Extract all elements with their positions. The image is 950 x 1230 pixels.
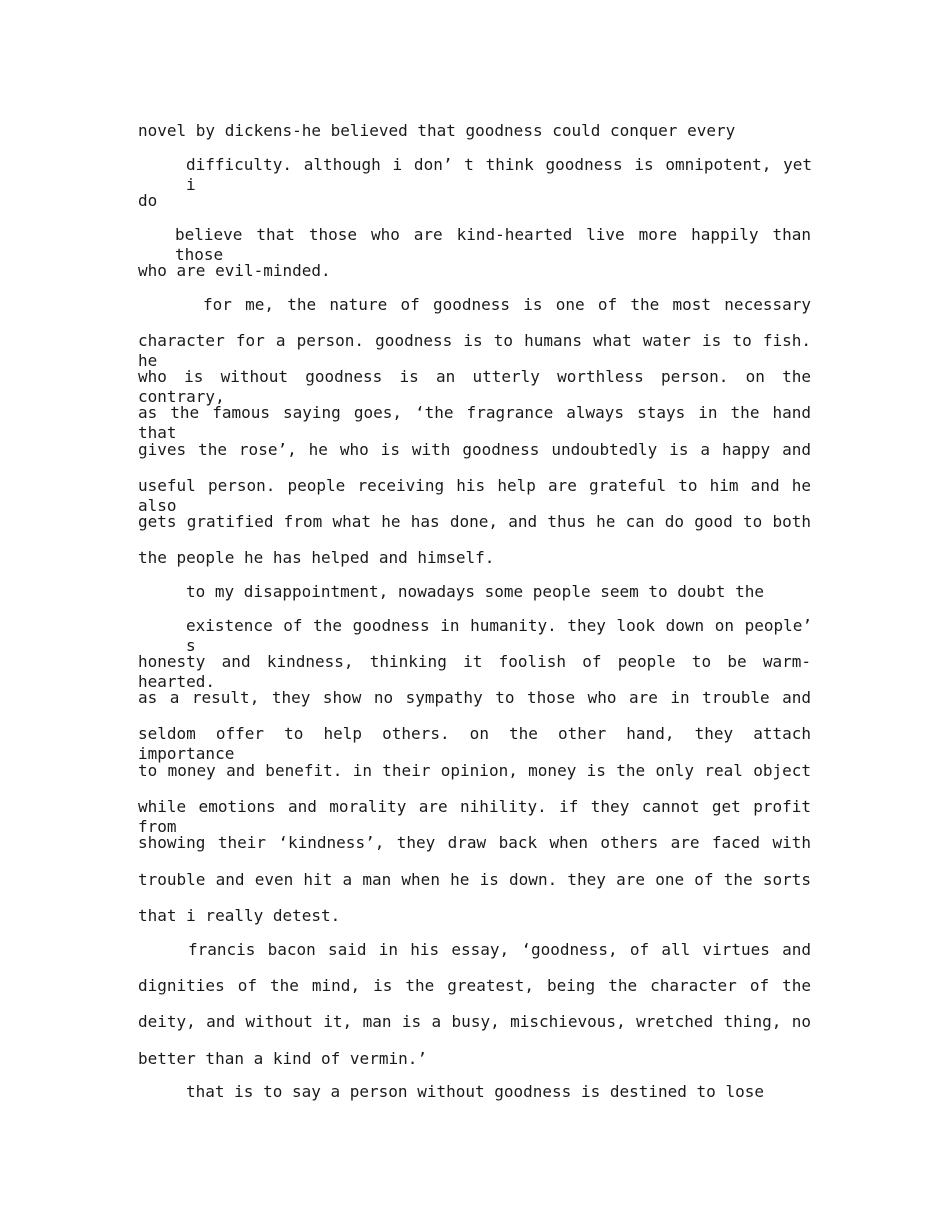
text-line: novel by dickens-he believed that goodness could conquer every [138, 121, 736, 140]
text-line: gets gratified from what he has done, and thus he can do good to both [138, 512, 811, 531]
text-line: francis bacon said in his essay, ‘goodness, of all virtues and [188, 940, 811, 959]
text-line: showing their ‘kindness’, they draw back when others are faced with [138, 833, 811, 852]
text-line: to my disappointment, nowadays some people seem to doubt the [186, 582, 764, 601]
text-line: difficulty. although i don’ t think goodness is omnipotent, yet i [186, 155, 812, 194]
text-line: for me, the nature of goodness is one of the most necessary [203, 295, 811, 314]
text-line: who are evil-minded. [138, 261, 331, 280]
text-line: as the famous saying goes, ‘the fragrance always stays in the hand that [138, 403, 811, 442]
text-line: believe that those who are kind-hearted live more happily than those [175, 225, 811, 264]
text-line: do [138, 191, 158, 210]
text-line: the people he has helped and himself. [138, 548, 495, 567]
text-line: dignities of the mind, is the greatest, being the character of the [138, 976, 811, 995]
text-line: useful person. people receiving his help are grateful to him and he also [138, 476, 811, 515]
text-line: trouble and even hit a man when he is down. they are one of the sorts [138, 870, 811, 889]
text-line: better than a kind of vermin.’ [138, 1049, 427, 1068]
text-line: as a result, they show no sympathy to those who are in trouble and [138, 688, 811, 707]
text-line: to money and benefit. in their opinion, money is the only real object [138, 761, 811, 780]
text-line: character for a person. goodness is to humans what water is to fish. he [138, 331, 811, 370]
text-line: honesty and kindness, thinking it foolish of people to be warm-hearted. [138, 652, 811, 691]
text-line: who is without goodness is an utterly worthless person. on the contrary, [138, 367, 811, 406]
text-line: while emotions and morality are nihility. if they cannot get profit from [138, 797, 811, 836]
text-line: seldom offer to help others. on the other hand, they attach importance [138, 724, 811, 763]
text-line: that is to say a person without goodness is destined to lose [186, 1082, 764, 1101]
text-line: that i really detest. [138, 906, 341, 925]
text-line: existence of the goodness in humanity. they look down on people’ s [186, 616, 812, 655]
text-line: gives the rose’, he who is with goodness undoubtedly is a happy and [138, 440, 811, 459]
text-line: deity, and without it, man is a busy, mischievous, wretched thing, no [138, 1012, 811, 1031]
